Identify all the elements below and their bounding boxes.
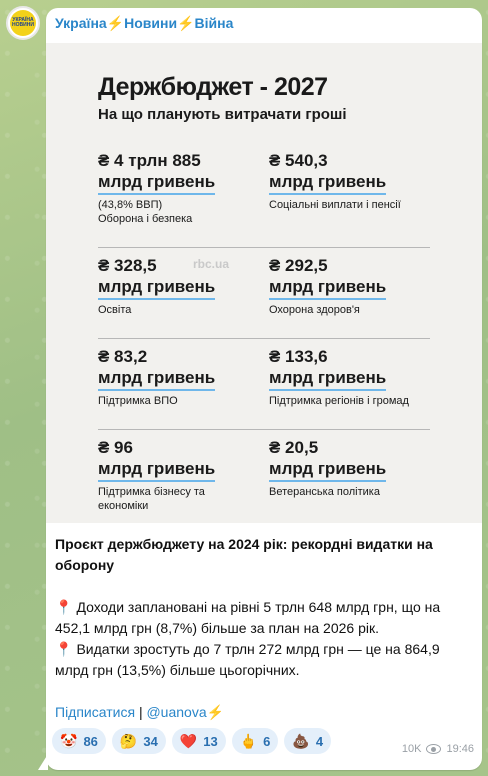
clown-icon: 🤡: [60, 732, 78, 749]
message-headline: [55, 534, 475, 576]
channel-handle-link[interactable]: @uanova⚡: [146, 704, 225, 720]
watermark: rbc.ua: [193, 257, 230, 271]
message-footer-links: [55, 702, 475, 723]
reactions-bar: [52, 728, 331, 754]
budget-unit: млрд гривень: [98, 367, 215, 391]
budget-item-defense: [98, 150, 263, 226]
budget-label: Ветеранська політика: [269, 486, 380, 498]
eye-icon: [426, 744, 441, 754]
reaction-clown[interactable]: [52, 728, 106, 754]
message-paragraph-expenses: [55, 639, 475, 681]
reaction-poop[interactable]: [284, 728, 331, 754]
budget-item-education: [98, 255, 263, 317]
budget-item-health: [269, 255, 434, 317]
headline-text: Проєкт держбюджету на 2024 рік: рекордні видатки на оборону: [55, 536, 433, 573]
budget-label: Охорона здоров'я: [269, 304, 360, 316]
budget-label: Соціальні виплати і пенсії: [269, 199, 401, 211]
subscribe-link[interactable]: Підписатися: [55, 704, 136, 720]
divider: [98, 429, 430, 430]
budget-unit: млрд гривень: [98, 171, 215, 195]
bubble-tail: [38, 754, 48, 770]
divider: [98, 338, 430, 339]
budget-item-idp: [98, 346, 263, 408]
message-time: 19:46: [446, 743, 474, 755]
budget-unit: млрд гривень: [269, 276, 386, 300]
paragraph-text: Видатки зростуть до 7 трлн 272 млрд грн — це на 864,9 млрд грн (13,5%) більше цьогорічних.: [55, 641, 440, 678]
budget-unit: млрд гривень: [269, 367, 386, 391]
budget-item-regions: [269, 346, 434, 408]
budget-label: Підтримка бізнесу та економіки: [98, 486, 205, 512]
budget-unit: млрд гривень: [98, 276, 215, 300]
thinking-icon: 🤔: [119, 732, 138, 749]
reaction-middle-finger[interactable]: [232, 728, 279, 754]
message-bubble: [46, 8, 482, 770]
budget-amount: ₴ 83,2: [98, 347, 148, 366]
budget-note: (43,8% ВВП): [98, 199, 163, 211]
paragraph-text: Доходи заплановані на рівні 5 трлн 648 млрд грн, що на 452,1 млрд грн (8,7%) більше за план на 2026 рік.: [55, 599, 441, 636]
budget-label: Освіта: [98, 304, 132, 316]
reaction-count: 4: [315, 733, 324, 749]
pin-icon: 📍: [55, 641, 73, 657]
budget-amount: ₴ 96: [98, 438, 133, 457]
budget-infographic[interactable]: [46, 43, 482, 523]
budget-unit: млрд гривень: [269, 458, 386, 482]
reaction-thinking[interactable]: [112, 728, 166, 754]
reaction-heart[interactable]: [172, 728, 226, 754]
link-separator: |: [138, 704, 143, 720]
reaction-count: 13: [203, 733, 218, 749]
reaction-count: 86: [83, 733, 98, 749]
channel-name[interactable]: Україна⚡Новини⚡Війна: [55, 15, 234, 31]
infographic-subtitle: На що планують витрачати гроші: [98, 106, 347, 123]
budget-amount: ₴ 20,5: [269, 438, 319, 457]
budget-amount: ₴ 292,5: [269, 256, 328, 275]
budget-item-veterans: [269, 437, 434, 499]
budget-amount: ₴ 4 трлн 885: [98, 151, 201, 170]
view-count: 10K: [401, 743, 422, 755]
budget-amount: ₴ 328,5: [98, 256, 157, 275]
pin-icon: 📍: [55, 599, 73, 615]
avatar-text: УКРАЇНА НОВИНИ: [12, 17, 34, 28]
avatar-logo: [10, 10, 36, 36]
budget-amount: ₴ 133,6: [269, 347, 328, 366]
budget-label: Підтримка регіонів і громад: [269, 395, 409, 407]
message-paragraph-income: [55, 597, 475, 639]
middle-finger-icon: 🖕: [239, 732, 258, 749]
infographic-title: Держбюджет - 2027: [98, 73, 328, 101]
budget-unit: млрд гривень: [98, 458, 215, 482]
poop-icon: 💩: [292, 732, 310, 749]
budget-amount: ₴ 540,3: [269, 151, 328, 170]
reaction-count: 6: [263, 733, 271, 749]
budget-item-social: [269, 150, 434, 212]
channel-avatar[interactable]: [6, 6, 40, 40]
budget-item-business: [98, 437, 263, 513]
divider: [98, 247, 430, 248]
reaction-count: 34: [143, 733, 158, 749]
budget-unit: млрд гривень: [269, 171, 386, 195]
message-meta: [402, 743, 474, 755]
budget-label: Підтримка ВПО: [98, 395, 178, 407]
budget-label: Оборона і безпека: [98, 213, 193, 225]
heart-icon: ❤️: [179, 732, 198, 749]
